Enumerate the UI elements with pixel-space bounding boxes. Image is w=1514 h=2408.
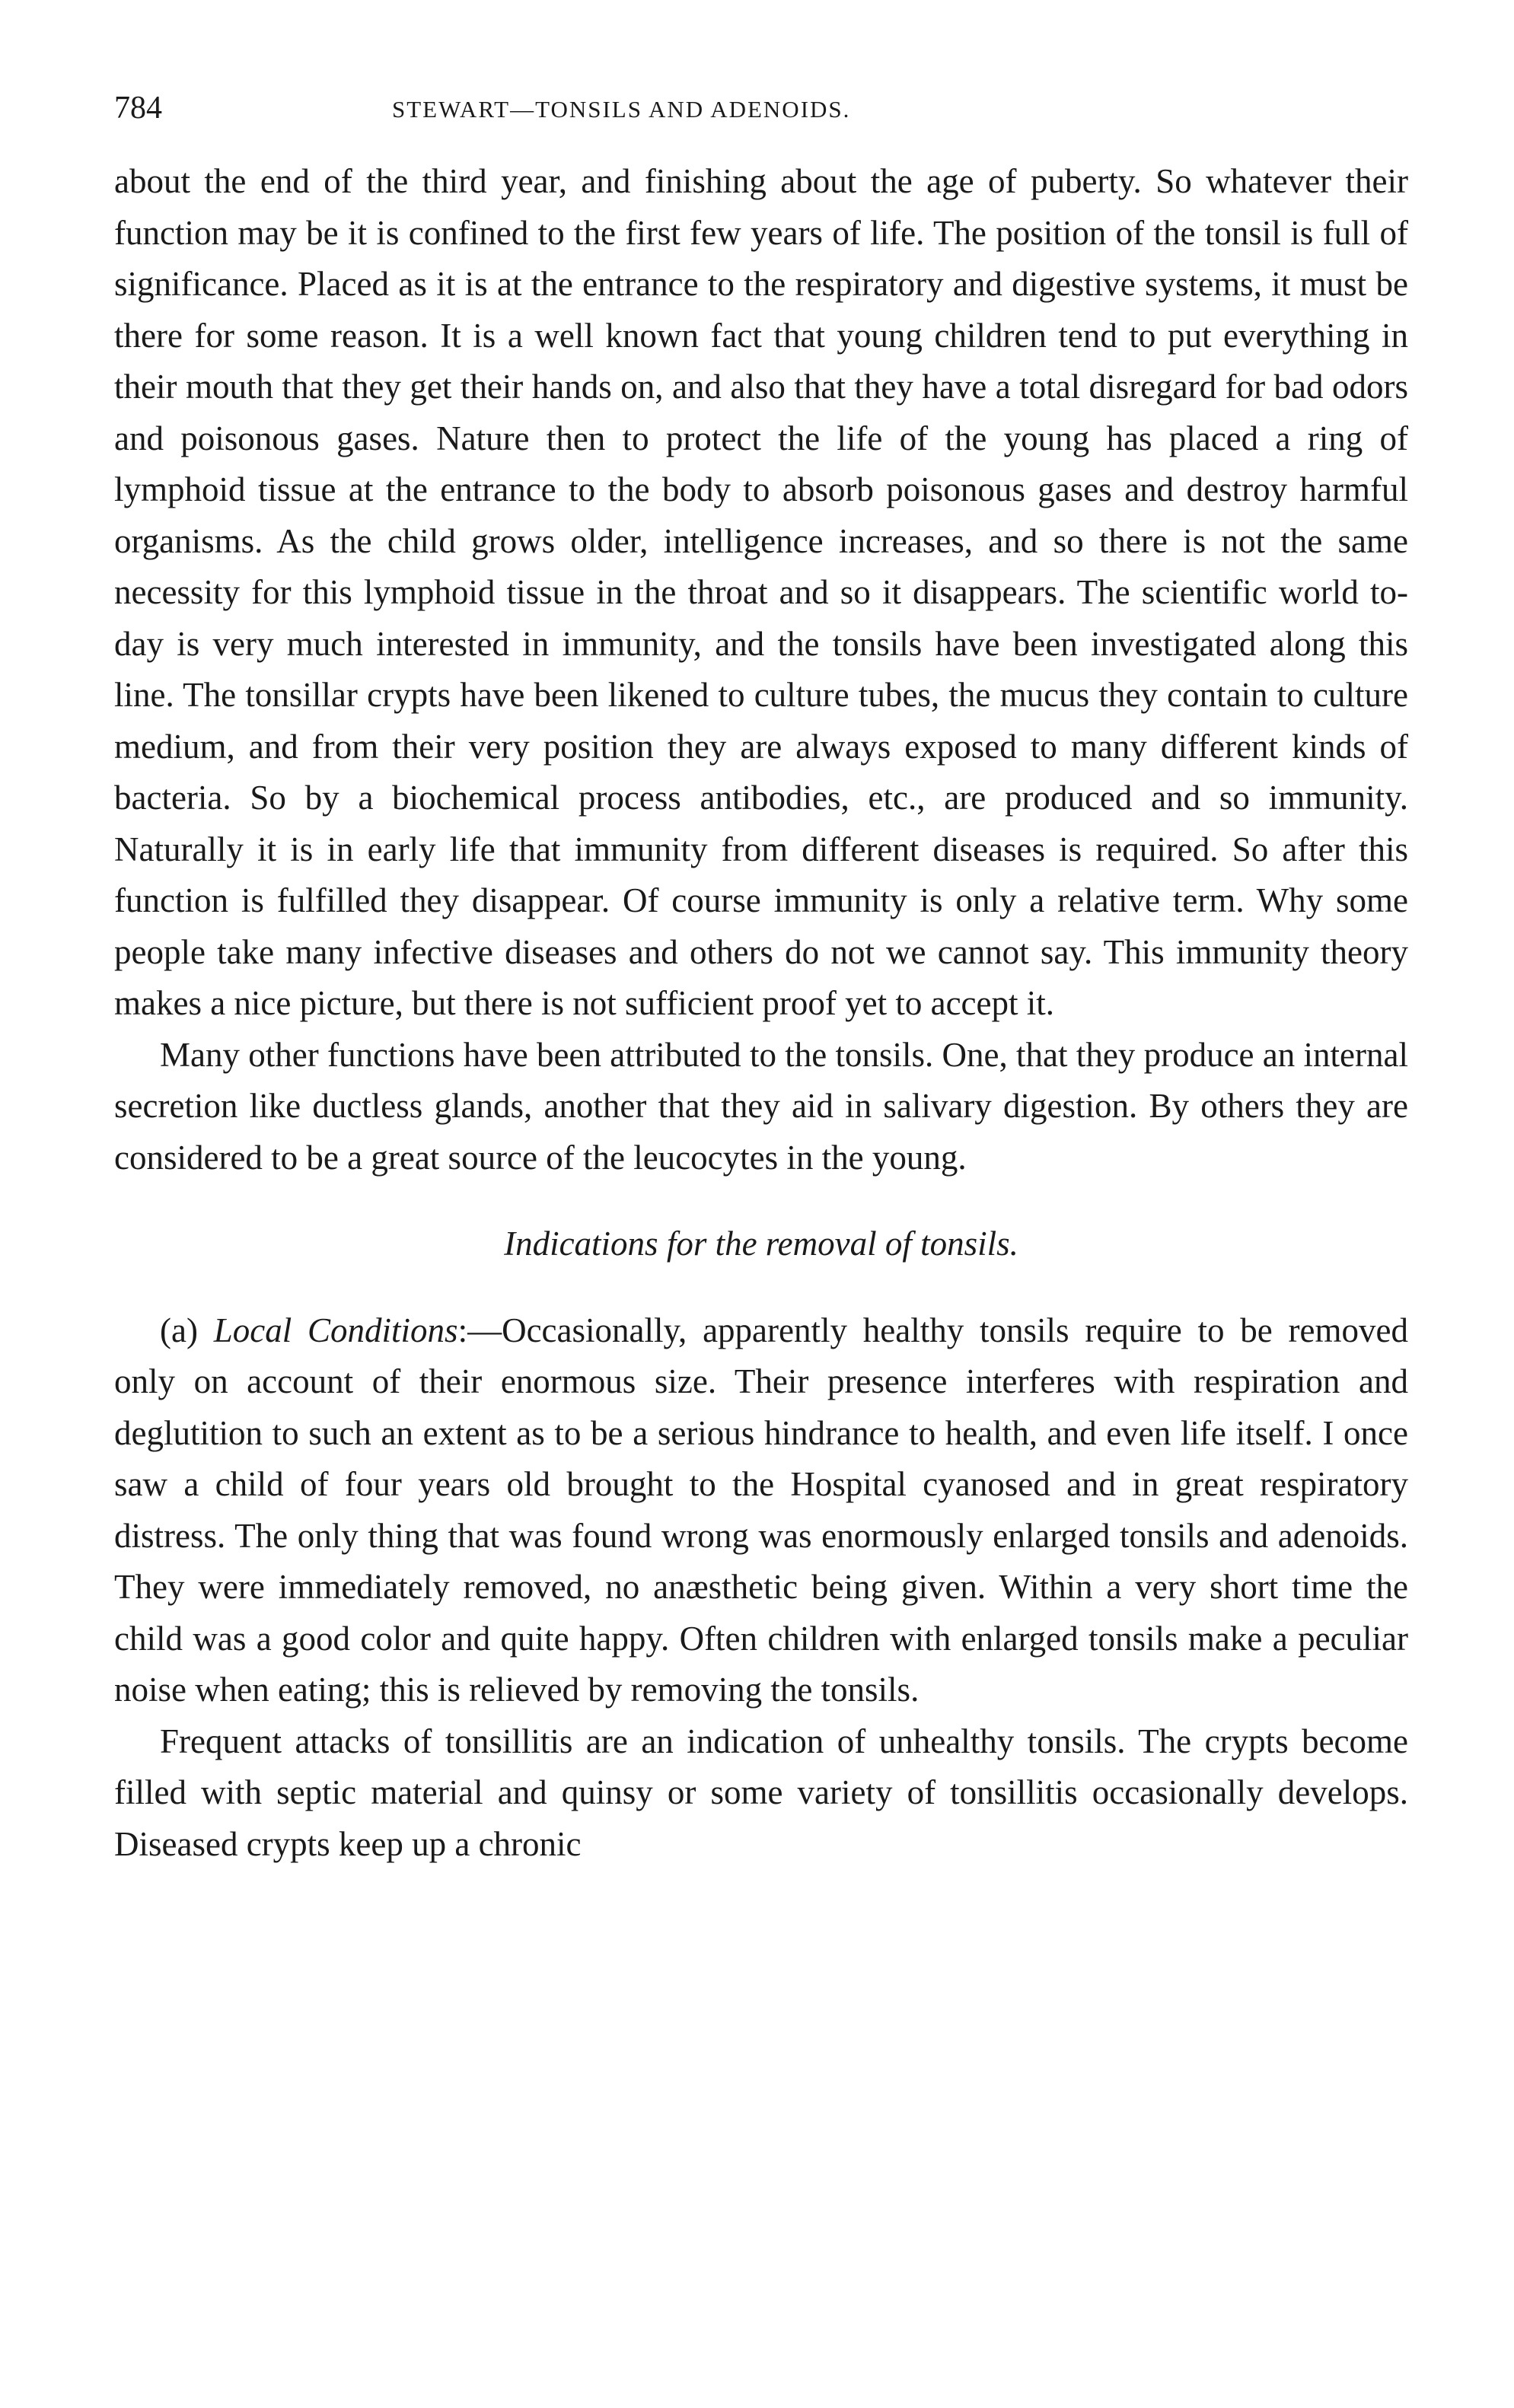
- page-number: 784: [114, 91, 162, 126]
- body-text: [114, 156, 1408, 1870]
- paragraph-local-conditions-text: :—Occasionally, apparently healthy tonsils require to be removed only on account of their enormous size. Their presence interferes with respiration and deglutition to such an extent as to be a serious hindrance to health, and even life itself. I once saw a child of four years old brought to the Hospital cyanosed and in great respiratory distress. The only thing that was found wrong was enormously enlarged tonsils and adenoids. They were immediately removed, no anæsthetic being given. Within a very short time the child was a good color and quite happy. Often children with enlarged tonsils make a peculiar noise when eating; this is relieved by removing the tonsils.: [114, 1311, 1408, 1709]
- list-label: (a): [160, 1311, 214, 1349]
- running-title: STEWART—TONSILS AND ADENOIDS.: [392, 96, 851, 123]
- paragraph-other-functions: Many other functions have been attributed to the tonsils. One, that they produce an internal secretion like ductless glands, another that they aid in salivary digestion. By others they are considered to be a great source of the leucocytes in the young.: [114, 1035, 1408, 1177]
- section-heading: Indications for the removal of tonsils.: [504, 1225, 1018, 1263]
- running-head: [114, 90, 1408, 135]
- paragraph-tonsillitis: Frequent attacks of tonsillitis are an indication of unhealthy tonsils. The crypts become filled with septic material and quinsy or some variety of tonsillitis occasionally develops. Diseased crypts keep up a chronic: [114, 1722, 1408, 1863]
- paragraph-continuation: about the end of the third year, and finishing about the age of puberty. So whatever their function may be it is confined to the first few years of life. The position of the tonsil is full of significance. Placed as it is at the entrance to the respiratory and digestive systems, it must be there for some reason. It is a well known fact that young children tend to put everything in their mouth that they get their hands on, and also that they have a total disregard for bad odors and poisonous gases. Nature then to protect the life of the young has placed a ring of lymphoid tissue at the entrance to the body to absorb poisonous gases and destroy harmful organisms. As the child grows older, intelligence increases, and so there is not the same necessity for this lymphoid tissue in the throat and so it disappears. The scientific world to-day is very much interested in immunity, and the tonsils have been investigated along this line. The tonsillar crypts have been likened to culture tubes, the mucus they contain to culture medium, and from their very position they are always exposed to many different kinds of bacteria. So by a biochemical process antibodies, etc., are produced and so immunity. Naturally it is in early life that immunity from different diseases is required. So after this function is fulfilled they disappear. Of course immunity is only a relative term. Why some people take many infective diseases and others do not we cannot say. This immunity theory makes a nice picture, but there is not sufficient proof yet to accept it.: [114, 162, 1408, 1022]
- subheading-local-conditions: Local Conditions: [213, 1311, 458, 1349]
- paragraph-local-conditions: [114, 1305, 1408, 1716]
